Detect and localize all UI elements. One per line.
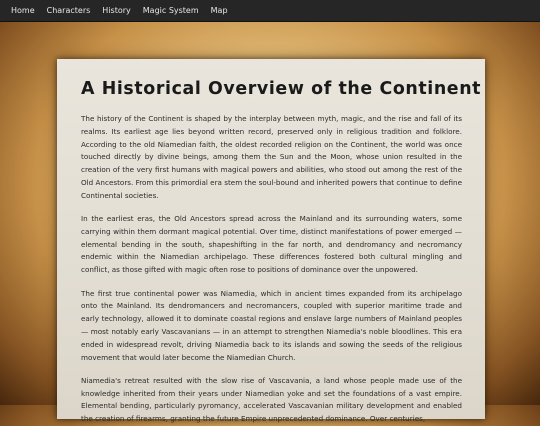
nav-link-magic-system[interactable]: Magic System [142, 6, 199, 15]
article-paragraph: Niamedia's retreat resulted with the slow rise of Vascavania, a land whose people made use of the knowledge inherited from their years under Niamedian yoke and set the foundations of a vast empire. Elemental bending, particularly pyromancy, accelerated Vascavanian military development and enabled the creation of firearms, granting the future Empire unprecedented dominance. Over centuries, [81, 375, 462, 424]
article-paragraph: In the earliest eras, the Old Ancestors spread across the Mainland and its surrounding waters, some carrying within them dormant magical potential. Over time, distinct manifestations of power emerged — elemental bending in the south, shapeshifting in the far north, and dendromancy and necromancy endemic within the Niamedian archipelago. These differences fostered both cultural mingling and conflict, as those gifted with magic often rose to positions of dominance over the unpowered. [81, 214, 462, 275]
top-navbar [0, 0, 540, 22]
article-paragraph: The history of the Continent is shaped by the interplay between myth, magic, and the rise and fall of its realms. Its earliest age lies beyond written record, preserved only in religious tradition and folklore. According to the old Niamedian faith, the oldest recorded religion on the Continent, the world was once touched directly by divine beings, among them the Sun and the Moon, whose union resulted in the creation of the very first humans with magical powers and abilities, who stood out among the rest of the Old Ancestors. From this primordial era stem the soul-bound and inherited powers that continue to define Continental societies. [81, 114, 462, 200]
nav-link-map[interactable]: Map [210, 6, 228, 15]
nav-link-home[interactable]: Home [11, 6, 35, 15]
article-card [57, 59, 485, 424]
nav-link-characters[interactable]: Characters [46, 6, 91, 15]
nav-link-history[interactable]: History [102, 6, 131, 15]
article-paragraph: The first true continental power was Niamedia, which in ancient times expanded from its archipelago onto the Mainland. Its dendromancers and necromancers, coupled with superior maritime trade and early technology, allowed it to dominate coastal regions and enslave large numbers of Mainland peoples — most notably early Vascavanians — in an attempt to strengthen Niamedia's noble bloodlines. This era ended in widespread revolt, driving Niamedia back to its islands and sowing the seeds of the religious movement that would later become the Niamedian Church. [81, 288, 462, 362]
page-title: A Historical Overview of the Continent [81, 79, 482, 99]
